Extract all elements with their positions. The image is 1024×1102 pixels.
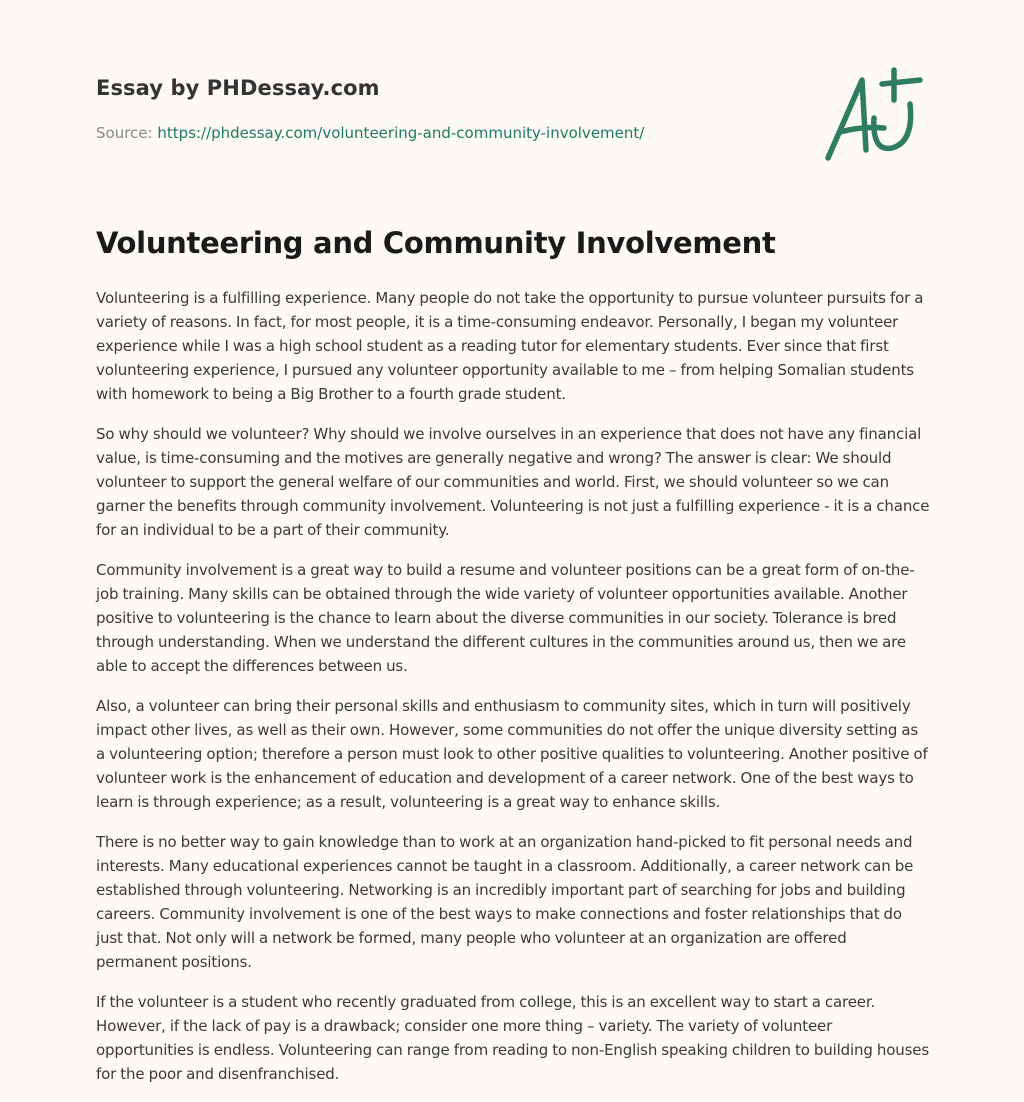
source-label: Source: [96,124,153,142]
source-line [96,124,644,142]
page-header [96,0,928,215]
paragraph: Community involvement is a great way to build a resume and volunteer positions can be a great form of on-the-job training. Many skills can be obtained through the wide variety of volunteer opportunities available. Another positive to volunteering is the chance to learn about the diverse communities in our society. Tolerance is bred through understanding. When we understand the different cultures in the communities around us, then we are able to accept the differences between us. [96,561,915,675]
paragraph: If the volunteer is a student who recently graduated from college, this is an excellent way to start a career. However, if the lack of pay is a drawback; consider one more thing – variety. The variety of volunteer opportunities is endless. Volunteering can range from reading to non-English speaking children to building houses for the poor and disenfranchised. [96,993,929,1083]
essay-page [96,0,930,1083]
paragraph: So why should we volunteer? Why should we involve ourselves in an experience that does not have any financial value, is time-consuming and the motives are generally negative and wrong? The answer is clear: We should volunteer to support the general welfare of our communities and world. First, we should volunteer so we can garner the benefits through community involvement. Volunteering is not just a fulfilling experience - it is a chance for an individual to be a part of their community. [96,425,930,539]
paragraph: Also, a volunteer can bring their personal skills and enthusiasm to community sites, which in turn will positively impact other lives, as well as their own. However, some communities do not offer the unique diversity setting as a volunteering option; therefore a person must look to other positive qualities to volunteering. Another positive of volunteer work is the enhancement of education and development of a career network. One of the best ways to learn is through experience; as a result, volunteering is a great way to enhance skills. [96,697,928,811]
essay-title: Volunteering and Community Involvement [96,226,776,260]
a-plus-grade-icon [822,66,926,166]
essay-body [96,286,930,1102]
paragraph: Volunteering is a fulfilling experience. Many people do not take the opportunity to pursue volunteer pursuits for a variety of reasons. In fact, for most people, it is a time-consuming endeavor. Personally, I began my volunteer experience while I was a high school student as a reading tutor for elementary students. Ever since that first volunteering experience, I pursued any volunteer opportunity available to me – from helping Somalian students with homework to being a Big Brother to a fourth grade student. [96,289,924,403]
brand-title: Essay by PHDessay.com [96,76,380,100]
paragraph: There is no better way to gain knowledge than to work at an organization hand-picked to fit personal needs and interests. Many educational experiences cannot be taught in a classroom. Additionally, a career network can be established through volunteering. Networking is an incredibly important part of searching for jobs and building careers. Community involvement is one of the best ways to make connections and foster relationships that do just that. Not only will a network be formed, many people who volunteer at an organization are offered permanent positions. [96,833,914,971]
source-link[interactable]: https://phdessay.com/volunteering-and-community-involvement/ [157,124,645,142]
